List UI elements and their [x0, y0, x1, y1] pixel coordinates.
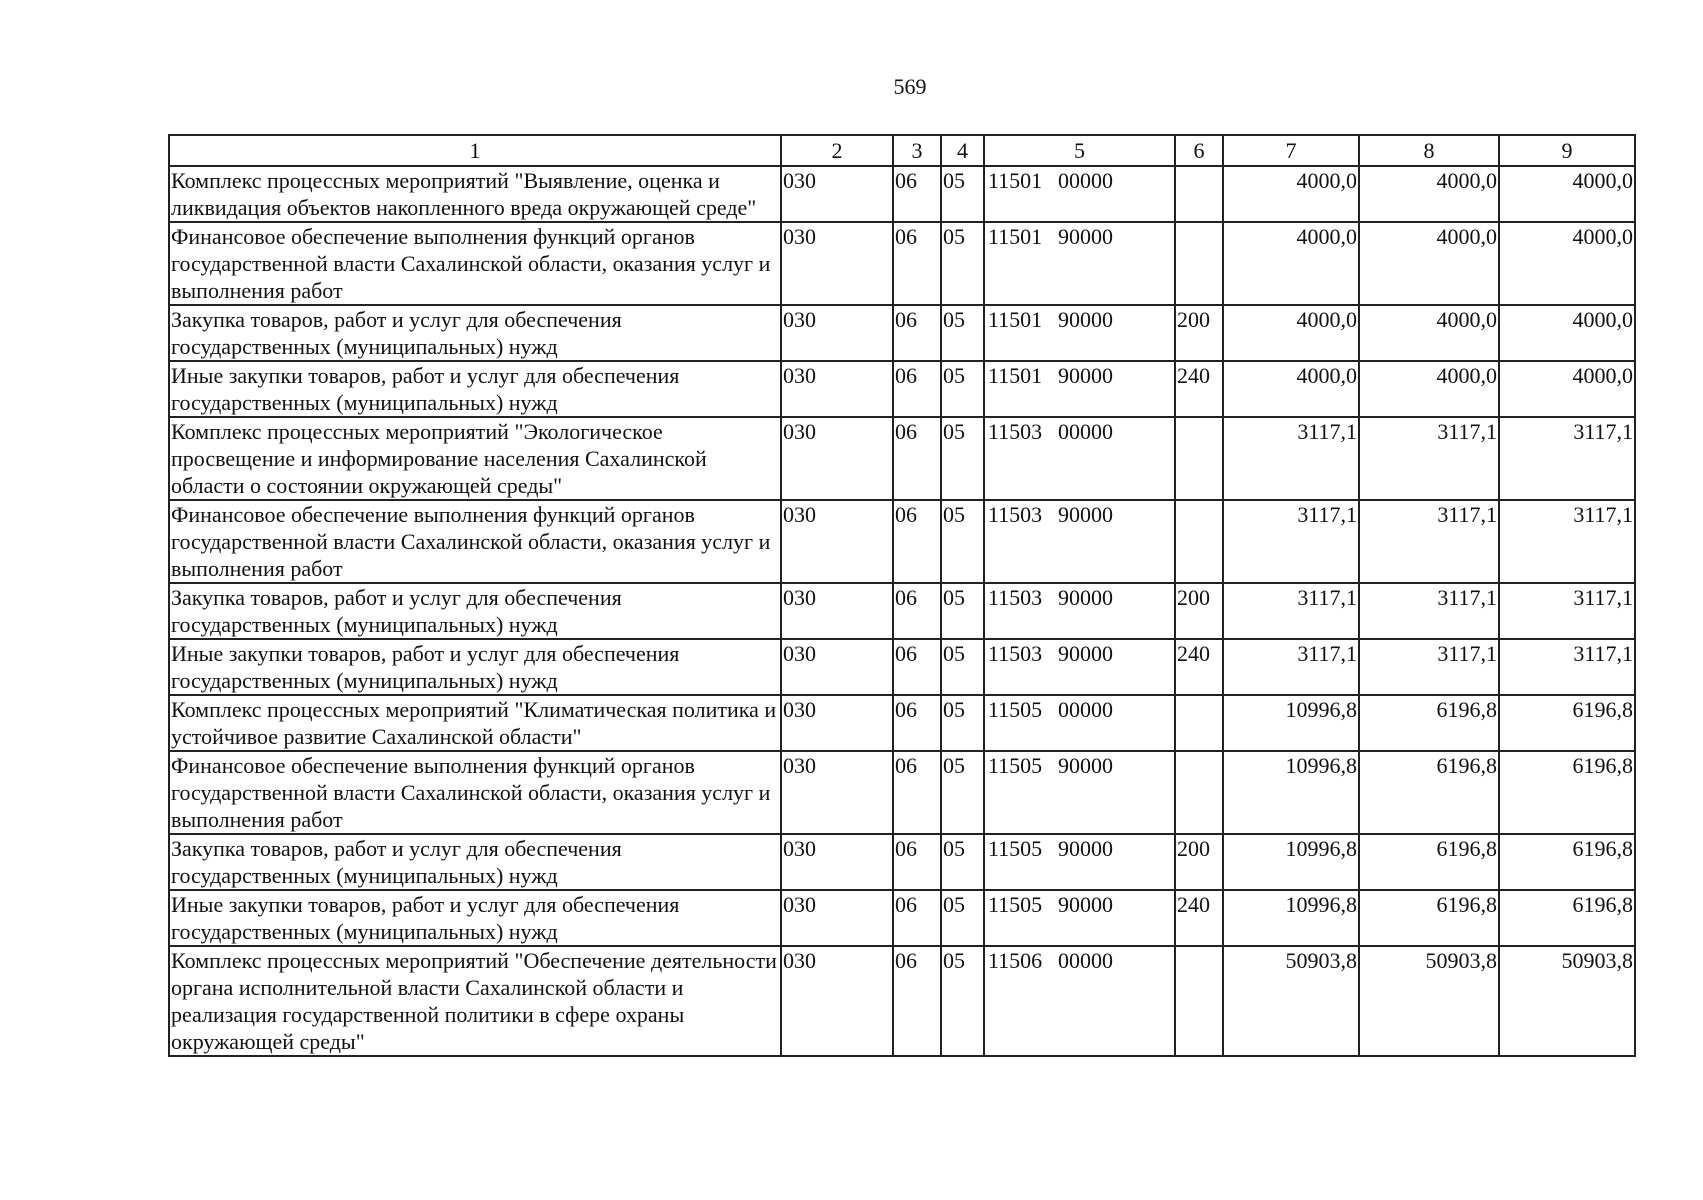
code-target [984, 834, 1175, 890]
amount-col-8: 4000,0 [1359, 361, 1499, 417]
amount-col-7: 10996,8 [1223, 834, 1359, 890]
code-target-program: 11505 [988, 753, 1043, 778]
code-expense-type: 240 [1175, 639, 1223, 695]
code-target-program: 11503 [988, 641, 1043, 666]
code-subsection: 05 [941, 166, 984, 222]
code-target-direction: 90000 [1058, 753, 1113, 778]
code-subsection: 05 [941, 305, 984, 361]
amount-col-9: 50903,8 [1499, 946, 1635, 1056]
row-name: Закупка товаров, работ и услуг для обеспечения государственных (муниципальных) нужд [169, 583, 781, 639]
code-section: 06 [893, 890, 941, 946]
code-section: 06 [893, 500, 941, 583]
code-target [984, 583, 1175, 639]
code-subsection: 05 [941, 500, 984, 583]
code-ministry: 030 [781, 305, 893, 361]
amount-col-7: 3117,1 [1223, 417, 1359, 500]
table-row [169, 946, 1635, 1056]
amount-col-7: 4000,0 [1223, 305, 1359, 361]
amount-col-8: 6196,8 [1359, 890, 1499, 946]
code-ministry: 030 [781, 639, 893, 695]
code-target-direction: 00000 [1058, 419, 1113, 444]
code-target-direction: 90000 [1058, 892, 1113, 917]
code-ministry: 030 [781, 166, 893, 222]
code-target-direction: 90000 [1058, 363, 1113, 388]
code-section: 06 [893, 695, 941, 751]
code-section: 06 [893, 946, 941, 1056]
table-row [169, 890, 1635, 946]
amount-col-8: 4000,0 [1359, 222, 1499, 305]
amount-col-8: 4000,0 [1359, 166, 1499, 222]
amount-col-8: 6196,8 [1359, 834, 1499, 890]
row-name: Иные закупки товаров, работ и услуг для обеспечения государственных (муниципальных) нужд [169, 639, 781, 695]
row-name: Комплекс процессных мероприятий "Климатическая политика и устойчивое развитие Сахалинской области" [169, 695, 781, 751]
amount-col-9: 6196,8 [1499, 751, 1635, 834]
code-section: 06 [893, 166, 941, 222]
code-target-program: 11505 [988, 892, 1043, 917]
code-ministry: 030 [781, 500, 893, 583]
row-name: Финансовое обеспечение выполнения функций органов государственной власти Сахалинской области, оказания услуг и выполнения работ [169, 751, 781, 834]
code-expense-type: 240 [1175, 361, 1223, 417]
code-target [984, 361, 1175, 417]
amount-col-9: 6196,8 [1499, 695, 1635, 751]
column-header: 5 [984, 135, 1175, 166]
code-target [984, 751, 1175, 834]
code-target [984, 417, 1175, 500]
code-expense-type [1175, 166, 1223, 222]
row-name: Финансовое обеспечение выполнения функций органов государственной власти Сахалинской области, оказания услуг и выполнения работ [169, 500, 781, 583]
code-target [984, 166, 1175, 222]
code-target-program: 11501 [988, 168, 1043, 193]
code-target-program: 11505 [988, 697, 1043, 722]
code-target [984, 222, 1175, 305]
code-expense-type [1175, 751, 1223, 834]
code-section: 06 [893, 222, 941, 305]
code-expense-type [1175, 222, 1223, 305]
table-row [169, 500, 1635, 583]
code-target-program: 11501 [988, 307, 1043, 332]
page-number: 569 [893, 74, 927, 99]
table-header-row [169, 135, 1635, 166]
code-subsection: 05 [941, 834, 984, 890]
table-row [169, 834, 1635, 890]
code-ministry: 030 [781, 222, 893, 305]
amount-col-9: 3117,1 [1499, 500, 1635, 583]
amount-col-8: 6196,8 [1359, 751, 1499, 834]
row-name: Финансовое обеспечение выполнения функций органов государственной власти Сахалинской области, оказания услуг и выполнения работ [169, 222, 781, 305]
amount-col-7: 10996,8 [1223, 751, 1359, 834]
table-row [169, 222, 1635, 305]
code-expense-type [1175, 695, 1223, 751]
code-target [984, 639, 1175, 695]
code-expense-type [1175, 500, 1223, 583]
code-target-program: 11501 [988, 363, 1043, 388]
amount-col-7: 3117,1 [1223, 583, 1359, 639]
column-header: 4 [941, 135, 984, 166]
code-target-direction: 90000 [1058, 836, 1113, 861]
code-expense-type [1175, 417, 1223, 500]
code-target-direction: 00000 [1058, 168, 1113, 193]
code-expense-type: 200 [1175, 834, 1223, 890]
code-expense-type: 240 [1175, 890, 1223, 946]
code-section: 06 [893, 583, 941, 639]
code-target [984, 890, 1175, 946]
code-target-program: 11503 [988, 585, 1043, 610]
row-name: Комплекс процессных мероприятий "Обеспечение деятельности органа исполнительной власти Сахалинской области и реализация государственной политики в сфере охраны окружающей среды" [169, 946, 781, 1056]
code-section: 06 [893, 639, 941, 695]
code-target-direction: 00000 [1058, 948, 1113, 973]
table-row [169, 361, 1635, 417]
table-row [169, 639, 1635, 695]
amount-col-8: 6196,8 [1359, 695, 1499, 751]
table-row [169, 305, 1635, 361]
code-section: 06 [893, 305, 941, 361]
column-header: 2 [781, 135, 893, 166]
row-name: Комплекс процессных мероприятий "Экологическое просвещение и информирование населения Сахалинской области о состоянии окружающей среды" [169, 417, 781, 500]
table-row [169, 417, 1635, 500]
code-target-program: 11503 [988, 502, 1043, 527]
code-subsection: 05 [941, 946, 984, 1056]
code-subsection: 05 [941, 890, 984, 946]
code-target-direction: 90000 [1058, 585, 1113, 610]
column-header: 9 [1499, 135, 1635, 166]
amount-col-7: 50903,8 [1223, 946, 1359, 1056]
code-expense-type [1175, 946, 1223, 1056]
code-target-program: 11505 [988, 836, 1043, 861]
code-target-direction: 00000 [1058, 697, 1113, 722]
column-header: 3 [893, 135, 941, 166]
code-expense-type: 200 [1175, 583, 1223, 639]
row-name: Закупка товаров, работ и услуг для обеспечения государственных (муниципальных) нужд [169, 834, 781, 890]
amount-col-7: 4000,0 [1223, 222, 1359, 305]
amount-col-9: 4000,0 [1499, 166, 1635, 222]
amount-col-9: 4000,0 [1499, 361, 1635, 417]
amount-col-9: 3117,1 [1499, 639, 1635, 695]
column-header: 8 [1359, 135, 1499, 166]
amount-col-9: 3117,1 [1499, 417, 1635, 500]
table-row [169, 583, 1635, 639]
column-header: 1 [169, 135, 781, 166]
table-row [169, 695, 1635, 751]
amount-col-8: 3117,1 [1359, 639, 1499, 695]
table-row [169, 166, 1635, 222]
amount-col-8: 3117,1 [1359, 500, 1499, 583]
amount-col-9: 3117,1 [1499, 583, 1635, 639]
code-subsection: 05 [941, 417, 984, 500]
code-section: 06 [893, 834, 941, 890]
code-target-program: 11503 [988, 419, 1043, 444]
code-subsection: 05 [941, 639, 984, 695]
code-subsection: 05 [941, 695, 984, 751]
row-name: Иные закупки товаров, работ и услуг для обеспечения государственных (муниципальных) нужд [169, 361, 781, 417]
code-ministry: 030 [781, 695, 893, 751]
code-target-direction: 90000 [1058, 224, 1113, 249]
code-target-direction: 90000 [1058, 307, 1113, 332]
code-subsection: 05 [941, 583, 984, 639]
code-ministry: 030 [781, 890, 893, 946]
amount-col-7: 4000,0 [1223, 166, 1359, 222]
row-name: Комплекс процессных мероприятий "Выявление, оценка и ликвидация объектов накопленного вреда окружающей среде" [169, 166, 781, 222]
amount-col-8: 3117,1 [1359, 417, 1499, 500]
amount-col-8: 50903,8 [1359, 946, 1499, 1056]
code-ministry: 030 [781, 946, 893, 1056]
code-ministry: 030 [781, 751, 893, 834]
code-subsection: 05 [941, 222, 984, 305]
amount-col-7: 10996,8 [1223, 695, 1359, 751]
amount-col-9: 6196,8 [1499, 890, 1635, 946]
amount-col-8: 3117,1 [1359, 583, 1499, 639]
code-target [984, 500, 1175, 583]
column-header: 6 [1175, 135, 1223, 166]
code-target [984, 946, 1175, 1056]
table-row [169, 751, 1635, 834]
amount-col-7: 10996,8 [1223, 890, 1359, 946]
amount-col-9: 6196,8 [1499, 834, 1635, 890]
code-section: 06 [893, 361, 941, 417]
row-name: Закупка товаров, работ и услуг для обеспечения государственных (муниципальных) нужд [169, 305, 781, 361]
code-expense-type: 200 [1175, 305, 1223, 361]
budget-table [168, 134, 1636, 1057]
amount-col-9: 4000,0 [1499, 305, 1635, 361]
code-target-direction: 90000 [1058, 641, 1113, 666]
code-target [984, 695, 1175, 751]
code-target [984, 305, 1175, 361]
amount-col-7: 4000,0 [1223, 361, 1359, 417]
code-subsection: 05 [941, 361, 984, 417]
code-ministry: 030 [781, 417, 893, 500]
amount-col-8: 4000,0 [1359, 305, 1499, 361]
code-ministry: 030 [781, 834, 893, 890]
code-target-direction: 90000 [1058, 502, 1113, 527]
code-subsection: 05 [941, 751, 984, 834]
amount-col-7: 3117,1 [1223, 639, 1359, 695]
amount-col-7: 3117,1 [1223, 500, 1359, 583]
code-ministry: 030 [781, 361, 893, 417]
code-section: 06 [893, 417, 941, 500]
code-target-program: 11501 [988, 224, 1043, 249]
code-target-program: 11506 [988, 948, 1043, 973]
code-ministry: 030 [781, 583, 893, 639]
amount-col-9: 4000,0 [1499, 222, 1635, 305]
column-header: 7 [1223, 135, 1359, 166]
row-name: Иные закупки товаров, работ и услуг для обеспечения государственных (муниципальных) нужд [169, 890, 781, 946]
code-section: 06 [893, 751, 941, 834]
